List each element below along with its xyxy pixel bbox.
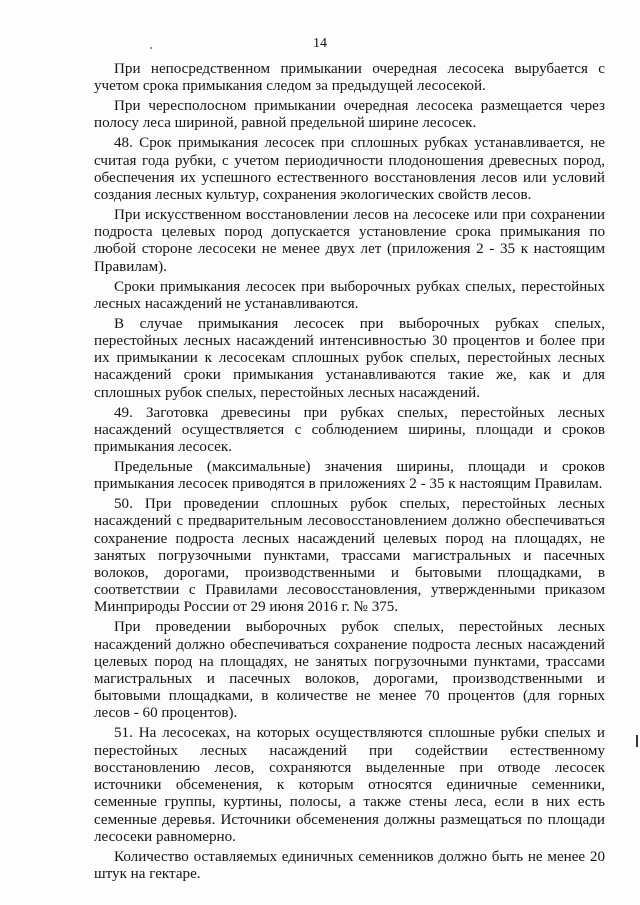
scan-edge-mark — [636, 735, 638, 747]
paragraph-selective-undergrowth: При проведении выборочных рубок спелых, перестойных лесных насаждений должно обеспечиваться сохранение подроста лесных насаждений целевых пород на площадях, не занятых погрузочными пунктами, трассами магистральных и пасечных волоков, дорогами, производственными и бытовыми площадками, в количестве не менее 70 процентов (для горных лесов - 60 процентов). — [94, 619, 605, 722]
paragraph-selective-30-percent: В случае примыкания лесосек при выборочных рубках спелых, перестойных лесных насаждений интенсивностью 30 процентов и более при их примыкании к лесосекам сплошных рубок спелых, перестойных лесных насаждений сроки примыкания устанавливаются такие же, как и для сплошных рубок спелых, перестойных лесных насаждений. — [94, 315, 605, 401]
paragraph-seed-trees-count: Количество оставляемых единичных семенников должно быть не менее 20 штук на гектаре. — [94, 848, 605, 882]
paragraph-clause-48: 48. Срок примыкания лесосек при сплошных рубках устанавливается, не считая года рубки, с учетом периодичности плодоношения древесных пород, обеспечения их успешного естественного восстановления лесов или условий создания лесных культур, сохранения экологических свойств лесов. — [94, 135, 605, 204]
paragraph-clause-50: 50. При проведении сплошных рубок спелых, перестойных лесных насаждений с предварительным лесовосстановлением должно обеспечиваться сохранение подроста лесных насаждений целевых пород на площадях, не занятых погрузочными пунктами, трассами магистральных и пасечных волоков, дорогами, производственными и бытовыми площадками, в соответствии с Правилами лесовосстановления, утвержденными приказом Минприроды России от 29 июня 2016 г. № 375. — [94, 496, 605, 616]
paragraph-limit-values: Предельные (максимальные) значения ширины, площади и сроков примыкания лесосек приводятся в приложениях 2 - 35 к настоящим Правилам. — [94, 459, 605, 493]
paragraph-adjacent-direct: При непосредственном примыкании очередная лесосека вырубается с учетом срока примыкания следом за предыдущей лесосекой. — [94, 61, 605, 95]
paragraph-artificial-restoration: При искусственном восстановлении лесов на лесосеке или при сохранении подроста целевых пород допускается установление срока примыкания по любой стороне лесосеки не менее двух лет (приложения 2 - 35 к настоящим Правилам). — [94, 207, 605, 275]
paragraph-adjacent-strip: При чересполосном примыкании очередная лесосека размещается через полосу леса шириной, равной предельной ширине лесосек. — [94, 98, 605, 132]
paragraph-selective-terms: Сроки примыкания лесосек при выборочных рубках спелых, перестойных лесных насаждений не устанавливаются. — [94, 278, 605, 312]
paragraph-clause-49: 49. Заготовка древесины при рубках спелых, перестойных лесных насаждений осуществляется с соблюдением ширины, площади и сроков примыкания лесосек. — [94, 404, 605, 456]
document-body — [94, 61, 605, 886]
page-number: 14 — [313, 36, 327, 51]
paragraph-clause-51: 51. На лесосеках, на которых осуществляются сплошные рубки спелых и перестойных лесных насаждений при содействии естественному восстановлению лесов, сохраняются выделенные при отводе лесосек источники обсеменения, к которым относятся единичные семенники, семенные группы, куртины, полосы, а также стены леса, если в них есть семенные деревья. Источники обсеменения должны размещаться по площади лесосеки равномерно. — [94, 725, 605, 845]
